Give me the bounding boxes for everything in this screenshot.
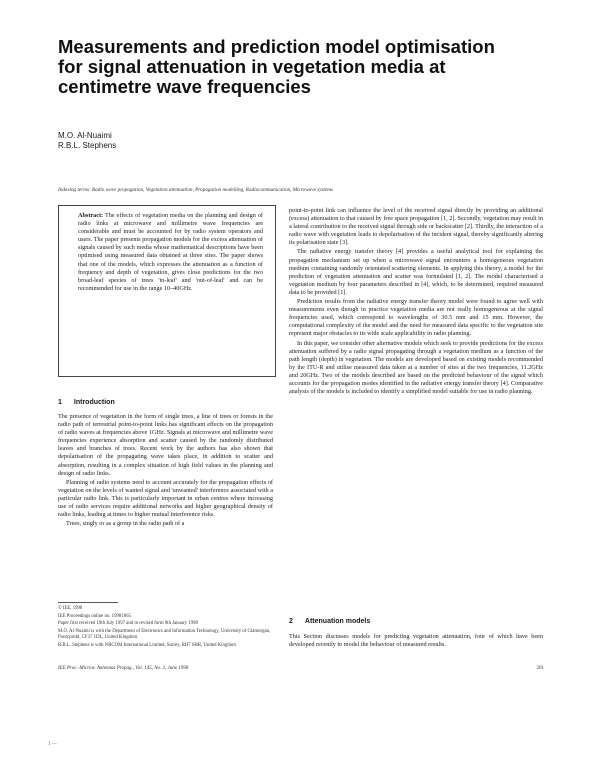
author-name: R.B.L. Stephens [58, 141, 117, 150]
footnote: Paper first received 19th July 1997 and in revised form 9th January 1998 [58, 621, 198, 627]
left-column [58, 413, 273, 529]
corner-mark: 1 — [48, 742, 57, 747]
journal-citation: IEE Proc.-Microw. Antennas Propag., Vol. 145, No. 3, June 1998 [58, 666, 189, 671]
abstract-label: Abstract: [78, 212, 104, 219]
paragraph: In this paper, we consider other alternative models which seek to provide predictions for the excess attenuation suffered by a radio signal propagating through a vegetation medium as a function of the path length (depth) in vegetation. The models are developed based on existing models recommended by the ITU-R and utilise measured data taken at a number of sites at the two frequencies, 11.2GHz and 20GHz. Two of the models described are based on the predicted behaviour of the signal which accounts for the propagation modes identified in the radiative energy transfer theory [4]. Comparative analysis of the models is included to identify a simplified model suitable for use in radio planning. [289, 339, 543, 396]
paragraph: The radiative energy transfer theory [4] provides a useful analytical tool for explaining the propagation mechanism set up when a microwave signal encounters a homogeneous vegetation medium containing randomly orientated scattering elements. In applying this theory, a model for the prediction of vegetation attenuation and scatter was formulated [1, 2]. The model characterised a vegetation medium by four parameters described in [4], which, to be determined, required measured data to be provided [1]. [289, 248, 543, 296]
page-number: 201 [536, 666, 544, 671]
paragraph: Prediction results from the radiative energy transfer theory model were found to agree well with measurements even though in practice vegetation media are not really homogeneous at the signal frequencies used, which correspond to wavelengths of 30.5 mm and 15 mm. However, the computational complexity of the model and the need for measured data specific to the vegetation site represent major obstacles to its wide scale applicability in radio planning. [289, 298, 543, 338]
footnote-rule [58, 602, 118, 603]
paragraph: Planning of radio systems need to account accurately for the propagation effects of vegetation on the levels of wanted signal and 'unwanted' interference associated with a particular radio link. This is particularly important in urban centres where increasing use of radio services require additional networks and higher geographical density of radio links, leading at times to higher mutual interference risks. [58, 478, 273, 519]
footnote: © IEE, 1998 [58, 606, 83, 611]
paper-title: Measurements and prediction model optimisation for signal attenuation in vegetation media at centimetre wave frequencies [58, 36, 495, 97]
abstract-text: The effects of vegetation media on the planning and design of radio links at microwave and millimetre wave frequencies are considerable and must be accounted for by radio system operators and users. The paper presents propagation models for the excess attenuation of signals caused by such media whose mathematical descriptions have been optimised using measured data obtained at three sites. The paper shows that one of the models, which expresses the attenuation as a function of frequency and depth of vegetation, gives close predictions for the two broad-leaf species of trees 'in-leaf' and 'out-of-leaf' and can be recommended for use in the range 10–40GHz. [78, 212, 263, 292]
footnote: IEE Proceedings online no. 19981865 [58, 613, 131, 619]
section-title: Attenuation models [304, 618, 371, 625]
author-name: M.O. Al-Nuaimi [58, 131, 112, 140]
right-column-section2 [289, 633, 543, 650]
section-heading [58, 398, 127, 407]
paragraph: The presence of vegetation in the form of single trees, a line of trees or forests in the radio path of terrestrial point-to-point links has significant effects on the propagation of radio waves at frequencies above 1GHz. Signals at microwave and millimetre wave frequencies experience absorption and scatter caused by the randomly distributed leaves and branches of trees. Recent work by the authors has also shown that depolarisation of the propagating wave takes place, in addition to scatter and absorption, resulting in a complex situation of high field values in the planning and design of radio links. [58, 413, 273, 477]
section-number: 2 [289, 618, 293, 625]
section-title: Introduction [73, 399, 115, 406]
right-column [289, 207, 543, 397]
paragraph: point-to-point link can influence the level of the received signal directly by providing an additional (excess) attenuation to that caused by free space propagation [1, 2]. Secondly, vegetation may result in a lateral contribution to the received signal through side or backscatter [2]. Thirdly, the interaction of a radio wave with vegetation leads to depolarisation of the incident signal, thereby significantly altering its polarisation state [3]. [289, 207, 543, 247]
abstract [78, 212, 263, 293]
footnotes [58, 606, 273, 651]
footnote: R.B.L. Stephens is with NRCOM International Limited, Surrey, RH7 6HR, United Kingdom [58, 643, 236, 649]
footnote: M.O. Al-Nuaimi is with the Department of Electronics and Information Technology, University of Glamorgan, Pontypridd, CF37 1DL, United Kingdom [58, 629, 271, 641]
section-heading [289, 617, 382, 626]
page-footer [58, 666, 544, 671]
paragraph: Trees, singly or as a group in the radio path of a [66, 520, 185, 528]
section-number: 1 [58, 399, 62, 406]
author-list [58, 131, 116, 151]
index-terms: Indexing terms: Radio wave propagation, Vegetation attenuation, Propagation modelling, Radiocommunication, Microwave systems [58, 187, 334, 193]
paragraph: This Section discusses models for predicting vegetation attenuation, four of which have been developed recently to model the behaviour of measured results. [289, 633, 543, 649]
